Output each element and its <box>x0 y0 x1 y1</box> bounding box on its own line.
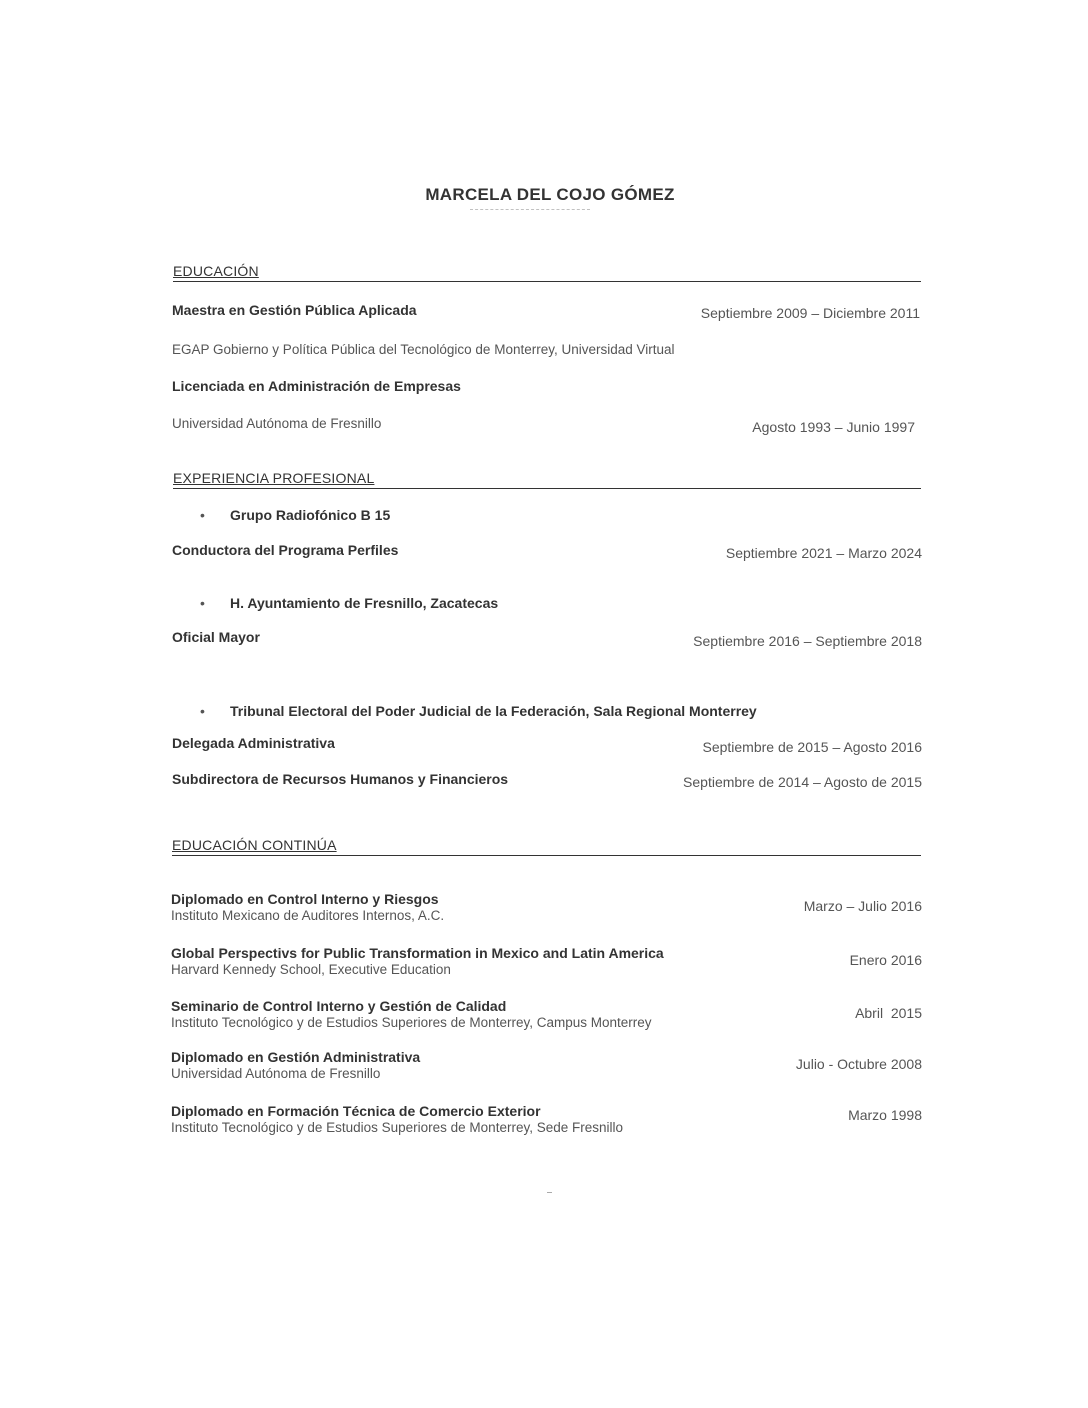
section-title-experience: EXPERIENCIA PROFESIONAL <box>173 470 921 489</box>
role-title: Subdirectora de Recursos Humanos y Financieros <box>172 771 509 787</box>
date-range: Agosto 1993 – Junio 1997 <box>752 419 915 435</box>
date-range: Marzo – Julio 2016 <box>803 898 922 914</box>
course-title: Diplomado en Gestión Administrativa <box>171 1049 421 1065</box>
course-institution: Universidad Autónoma de Fresnillo <box>171 1066 381 1081</box>
course-item <box>171 945 922 977</box>
date-range: Septiembre 2021 – Marzo 2024 <box>725 545 922 561</box>
employer-item <box>200 507 390 523</box>
course-title: Diplomado en Control Interno y Riesgos <box>171 891 439 907</box>
role-row <box>172 771 922 790</box>
date-range: Enero 2016 <box>849 952 922 968</box>
course-item <box>171 891 922 923</box>
illegible-subtitle-mark <box>470 209 590 213</box>
role-row <box>172 542 922 561</box>
scan-speck <box>547 1192 552 1193</box>
education-row <box>172 302 922 321</box>
date-range: Septiembre de 2014 – Agosto de 2015 <box>683 774 922 790</box>
employer-item <box>200 703 757 719</box>
section-title-education: EDUCACIÓN <box>173 263 921 282</box>
course-item <box>171 1049 922 1081</box>
role-title: Oficial Mayor <box>172 629 260 645</box>
course-institution: Instituto Tecnológico y de Estudios Superiores de Monterrey, Sede Fresnillo <box>171 1120 623 1135</box>
date-range: Septiembre 2009 – Diciembre 2011 <box>700 305 920 321</box>
course-title: Global Perspectivs for Public Transformation in Mexico and Latin America <box>171 945 664 961</box>
date-range: Julio - Octubre 2008 <box>795 1056 922 1072</box>
course-title: Diplomado en Formación Técnica de Comercio Exterior <box>171 1103 541 1119</box>
date-range: Marzo 1998 <box>848 1107 922 1123</box>
role-row <box>172 735 922 755</box>
bullet-icon: • <box>200 507 205 523</box>
course-institution: Instituto Mexicano de Auditores Internos, A.C. <box>171 908 445 923</box>
employer-name: Tribunal Electoral del Poder Judicial de la Federación, Sala Regional Monterrey <box>230 703 757 719</box>
bullet-icon: • <box>200 595 205 611</box>
institution: EGAP Gobierno y Política Pública del Tecnológico de Monterrey, Universidad Virtual <box>172 342 675 357</box>
course-item <box>171 1103 922 1135</box>
education-row <box>172 378 922 394</box>
section-title-continuing-education: EDUCACIÓN CONTINÚA <box>172 837 921 856</box>
course-institution: Instituto Tecnológico y de Estudios Superiores de Monterrey, Campus Monterrey <box>171 1015 652 1030</box>
education-row <box>172 342 922 357</box>
role-title: Delegada Administrativa <box>172 735 335 751</box>
degree-title: Licenciada en Administración de Empresas <box>172 378 461 394</box>
date-range: Septiembre de 2015 – Agosto 2016 <box>702 739 922 755</box>
employer-name: H. Ayuntamiento de Fresnillo, Zacatecas <box>230 595 499 611</box>
education-row <box>172 416 922 435</box>
employer-name: Grupo Radiofónico B 15 <box>230 507 391 523</box>
course-institution: Harvard Kennedy School, Executive Education <box>171 962 451 977</box>
bullet-icon: • <box>200 703 205 719</box>
institution: Universidad Autónoma de Fresnillo <box>172 416 382 431</box>
course-item <box>171 998 922 1030</box>
degree-title: Maestra en Gestión Pública Aplicada <box>172 302 417 318</box>
date-range: Abril 2015 <box>855 1005 922 1021</box>
date-range: Septiembre 2016 – Septiembre 2018 <box>693 633 922 649</box>
course-title: Seminario de Control Interno y Gestión de Calidad <box>171 998 507 1014</box>
employer-item <box>200 595 498 611</box>
role-title: Conductora del Programa Perfiles <box>172 542 399 558</box>
role-row <box>172 629 922 649</box>
person-name: MARCELA DEL COJO GÓMEZ <box>425 185 675 204</box>
